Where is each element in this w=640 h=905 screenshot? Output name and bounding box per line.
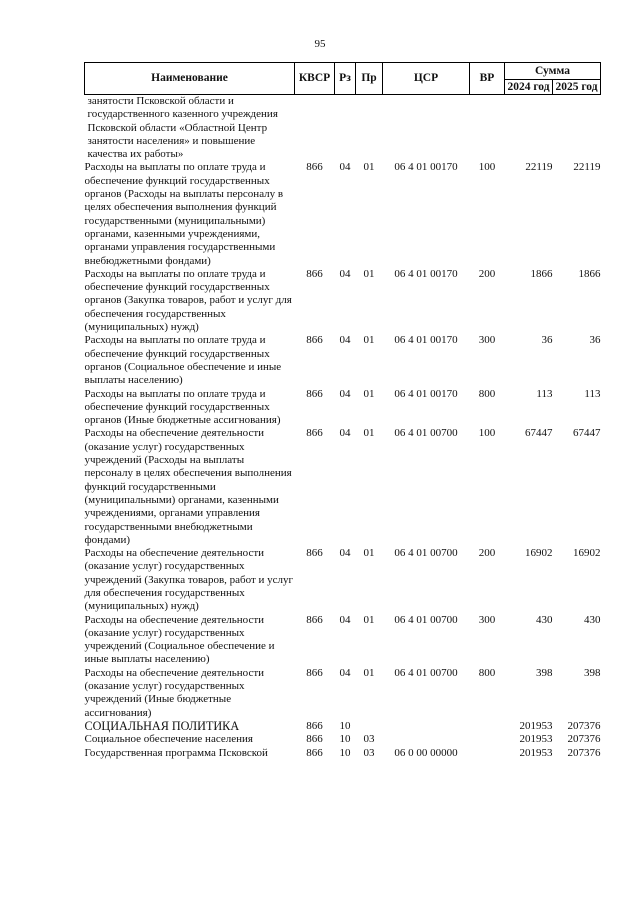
row-csr: 06 4 01 00700 xyxy=(394,613,458,626)
row-vr: 800 xyxy=(478,666,496,679)
table-row xyxy=(85,161,601,267)
row-pr: 01 xyxy=(363,267,375,280)
row-name: Расходы на обеспечение деятельности (оказание услуг) государственных учреждений (Иные бюджетные ассигнования) xyxy=(84,666,265,719)
row-sum-2024: 22119 xyxy=(525,161,553,174)
row-kvsr: 866 xyxy=(306,427,323,440)
table-row xyxy=(85,614,601,667)
row-rz: 04 xyxy=(339,427,351,440)
row-csr xyxy=(383,720,470,733)
row-kvsr: 866 xyxy=(306,334,323,347)
row-pr: 01 xyxy=(363,427,375,440)
row-rz: 04 xyxy=(339,387,351,400)
row-name: Расходы на обеспечение деятельности (оказание услуг) государственных учреждений (Социальное обеспечение и иные выплаты населению) xyxy=(84,613,275,666)
table-row xyxy=(85,547,601,613)
table-row xyxy=(85,720,601,733)
row-csr: 06 4 01 00700 xyxy=(394,666,458,679)
row-vr xyxy=(470,747,505,760)
row-pr: 01 xyxy=(363,613,375,626)
row-name: занятости Псковской области и государственного казенного учреждения Псковской области «Областной Центр занятости населения» и повышение качества их работы» xyxy=(87,95,278,161)
row-vr: 200 xyxy=(478,547,496,560)
row-kvsr xyxy=(295,95,335,162)
row-kvsr: 866 xyxy=(306,161,323,174)
row-vr xyxy=(470,720,505,733)
col-2024-header: 2024 год xyxy=(505,80,553,95)
row-rz: 04 xyxy=(339,161,351,174)
row-sum-2024: 113 xyxy=(536,387,553,400)
col-kvsr-header: КВСР xyxy=(295,63,335,95)
table-row xyxy=(85,733,601,746)
row-rz: 04 xyxy=(339,334,351,347)
row-csr: 06 4 01 00170 xyxy=(394,387,458,400)
col-rz-header: Рз xyxy=(335,63,356,95)
row-sum-2024: 36 xyxy=(541,334,553,347)
row-pr: 03 xyxy=(363,746,375,759)
row-vr xyxy=(470,95,505,162)
row-name: Расходы на выплаты по оплате труда и обеспечение функций государственных органов (Иные бюджетные ассигнования) xyxy=(84,387,281,427)
row-sum-2025: 113 xyxy=(584,387,601,400)
row-pr: 01 xyxy=(363,666,375,679)
row-sum-2025: 207376 xyxy=(567,733,601,746)
row-kvsr: 866 xyxy=(306,547,323,560)
row-name: Расходы на выплаты по оплате труда и обеспечение функций государственных органов (Социальное обеспечение и иные выплаты населению) xyxy=(84,334,282,387)
row-csr: 06 4 01 00170 xyxy=(394,334,458,347)
row-name: СОЦИАЛЬНАЯ ПОЛИТИКА xyxy=(84,718,240,733)
row-kvsr: 866 xyxy=(306,719,323,732)
row-rz xyxy=(335,95,356,162)
row-sum-2025: 16902 xyxy=(573,547,601,560)
row-csr: 06 4 01 00700 xyxy=(394,427,458,440)
table-row xyxy=(85,268,601,334)
row-vr: 300 xyxy=(478,334,496,347)
row-name: Расходы на обеспечение деятельности (оказание услуг) государственных учреждений (Расходы на выплаты персоналу в целях обеспечения выполнения функций государственными (муниципальными) органами, казенными учреждениями, органами управления государственными внебюджетными фондами) xyxy=(84,427,292,546)
row-rz: 10 xyxy=(339,719,351,732)
row-rz: 10 xyxy=(339,733,351,746)
row-csr: 06 4 01 00170 xyxy=(394,267,458,280)
row-kvsr: 866 xyxy=(306,733,323,746)
row-pr: 01 xyxy=(363,334,375,347)
row-sum-2024: 67447 xyxy=(525,427,553,440)
row-pr: 01 xyxy=(363,387,375,400)
row-sum-2024 xyxy=(505,95,553,162)
row-rz: 04 xyxy=(339,547,351,560)
row-rz: 04 xyxy=(339,267,351,280)
row-kvsr: 866 xyxy=(306,746,323,759)
row-sum-2024: 201953 xyxy=(519,719,553,732)
row-kvsr: 866 xyxy=(306,387,323,400)
row-sum-2025: 430 xyxy=(584,613,601,626)
row-pr: 03 xyxy=(363,733,375,746)
row-vr: 100 xyxy=(478,161,496,174)
row-sum-2024: 201953 xyxy=(519,733,553,746)
row-pr: 01 xyxy=(363,161,375,174)
row-sum-2024: 16902 xyxy=(525,547,553,560)
col-csr-header: ЦСР xyxy=(383,63,470,95)
table-row xyxy=(85,334,601,387)
row-sum-2024: 1866 xyxy=(530,267,553,280)
row-kvsr: 866 xyxy=(306,666,323,679)
row-sum-2025: 207376 xyxy=(567,746,601,759)
row-sum-2024: 398 xyxy=(536,666,553,679)
row-vr: 100 xyxy=(478,427,496,440)
table-header xyxy=(85,63,601,95)
col-name-header: Наименование xyxy=(85,63,295,95)
row-sum-2025: 1866 xyxy=(578,267,601,280)
col-vr-header: ВР xyxy=(470,63,505,95)
row-sum-2025 xyxy=(553,95,601,162)
col-sum-header: Сумма xyxy=(505,63,601,80)
row-kvsr: 866 xyxy=(306,267,323,280)
row-csr: 06 0 00 00000 xyxy=(394,746,458,759)
row-vr: 200 xyxy=(478,267,496,280)
row-sum-2025: 67447 xyxy=(573,427,601,440)
table-row xyxy=(85,388,601,428)
row-csr xyxy=(383,95,470,162)
row-csr: 06 4 01 00170 xyxy=(394,161,458,174)
row-sum-2025: 36 xyxy=(589,334,601,347)
row-name: Государственная программа Псковской xyxy=(84,746,268,759)
table-row xyxy=(85,427,601,547)
row-pr xyxy=(356,95,383,162)
col-pr-header: Пр xyxy=(356,63,383,95)
row-sum-2024: 201953 xyxy=(519,746,553,759)
table-row xyxy=(85,95,601,162)
row-sum-2025: 398 xyxy=(584,666,601,679)
row-name: Расходы на выплаты по оплате труда и обеспечение функций государственных органов (Закупка товаров, работ и услуг для обеспечения государственных (муниципальных) нужд) xyxy=(84,267,292,334)
budget-table xyxy=(84,62,601,760)
row-kvsr: 866 xyxy=(306,613,323,626)
row-sum-2024: 430 xyxy=(536,613,553,626)
table-row xyxy=(85,667,601,720)
row-sum-2025: 22119 xyxy=(573,161,601,174)
page-number: 95 xyxy=(314,38,326,50)
row-name: Расходы на выплаты по оплате труда и обеспечение функций государственных органов (Расходы на выплаты персоналу в целях обеспечения выполнения функций государственными (муниципальными) органами, казенными учреждениями, органами управления государственными внебюджетными фондами) xyxy=(84,161,284,267)
row-vr xyxy=(470,733,505,746)
row-vr: 300 xyxy=(478,613,496,626)
row-rz: 04 xyxy=(339,613,351,626)
row-rz: 10 xyxy=(339,746,351,759)
row-rz: 04 xyxy=(339,666,351,679)
row-name: Социальное обеспечение населения xyxy=(84,733,253,746)
table-row xyxy=(85,747,601,760)
row-pr xyxy=(356,720,383,733)
row-vr: 800 xyxy=(478,387,496,400)
row-sum-2025: 207376 xyxy=(567,719,601,732)
table-body xyxy=(85,95,601,760)
row-pr: 01 xyxy=(363,547,375,560)
row-csr: 06 4 01 00700 xyxy=(394,547,458,560)
row-csr xyxy=(383,733,470,746)
col-2025-header: 2025 год xyxy=(553,80,601,95)
row-name: Расходы на обеспечение деятельности (оказание услуг) государственных учреждений (Закупка товаров, работ и услуг для обеспечения государственных (муниципальных) нужд) xyxy=(84,547,294,613)
